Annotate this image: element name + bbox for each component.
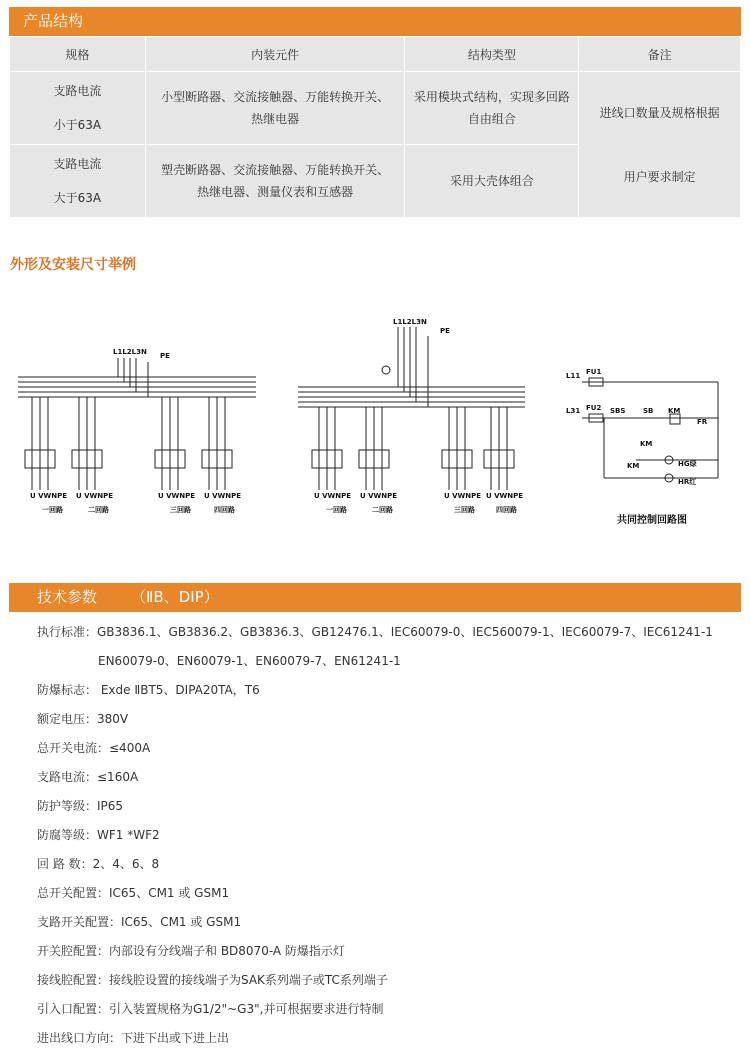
breaker-groups — [25, 397, 514, 490]
circuit-label: 四回路 — [214, 506, 235, 514]
control-label: L11 — [566, 372, 581, 380]
spec-line: 支路电流 — [53, 84, 102, 98]
control-label: KM — [640, 440, 653, 448]
spec-line: 大于63A — [53, 191, 102, 205]
control-label: FU2 — [586, 404, 602, 412]
components-line: 小型断路器、交流接触器、万能转换开关、 — [161, 90, 390, 104]
param-row: 接线腔配置：接线腔设置的接线端子为SAK系列端子或TC系列端子 — [37, 973, 388, 987]
control-label: FU1 — [586, 368, 602, 376]
terminal-label: U VWNPE — [76, 492, 114, 500]
param-row: 进出线口方向：下进下出或下进上出 — [37, 1031, 230, 1045]
circuit-label: 一回路 — [42, 506, 63, 514]
control-label: KM — [668, 407, 681, 415]
spec-cell — [10, 145, 146, 218]
remark-cell — [579, 72, 741, 218]
section-subtitle: （ⅡB、DIP） — [131, 588, 219, 606]
structure-line: 采用大壳体组合 — [449, 174, 534, 188]
table-row — [10, 72, 741, 145]
param-row: 总开关配置：IC65、CM1 或 GSM1 — [37, 886, 230, 900]
circuit-label: 三回路 — [454, 506, 475, 514]
param-row: 引入口配置：引入装置规格为G1/2"~G3",并可根据要求进行特制 — [37, 1002, 384, 1016]
components-cell — [145, 72, 405, 145]
pe-label: PE — [160, 352, 170, 360]
spec-line: 支路电流 — [53, 157, 102, 171]
param-row: EN60079-0、EN60079-1、EN60079-7、EN61241-1 — [98, 654, 401, 668]
control-label: HG绿 — [678, 460, 697, 468]
section-title-dimensions: 外形及安装尺寸举例 — [10, 257, 136, 273]
table-header: 结构类型 — [405, 37, 579, 72]
components-line: 热继电器 — [251, 112, 300, 126]
busbar-label: L1L2L3N — [113, 348, 147, 356]
terminal-label: U VWNPE — [204, 492, 242, 500]
components-line: 热继电器、测量仪表和互感器 — [197, 185, 354, 199]
section-header-structure — [9, 7, 741, 36]
components-line: 塑壳断路器、交流接触器、万能转换开关、 — [161, 163, 390, 177]
structure-cell — [405, 72, 579, 145]
table-header: 规格 — [10, 37, 146, 72]
control-label: FR — [697, 418, 708, 426]
circuit-label: 三回路 — [170, 506, 191, 514]
param-row: 开关腔配置：内部设有分线端子和 BD8070-A 防爆指示灯 — [37, 944, 345, 958]
param-row: 额定电压：380V — [37, 712, 129, 726]
structure-line: 采用模块式结构，实现多回路 — [413, 90, 570, 104]
terminal-label: U VWNPE — [486, 492, 524, 500]
param-row: 回 路 数：2、4、6、8 — [37, 857, 160, 871]
param-row: 防护等级：IP65 — [37, 799, 124, 813]
param-row: 总开关电流：≤400A — [37, 741, 151, 755]
components-cell — [145, 145, 405, 218]
remark-line: 进线口数量及规格根据 — [599, 105, 720, 120]
control-label: L31 — [566, 407, 581, 415]
section-title: 技术参数 — [37, 588, 98, 606]
control-label: SBS — [610, 407, 626, 415]
spec-cell — [10, 72, 146, 145]
structure-cell — [405, 145, 579, 218]
param-row: 执行标准：GB3836.1、GB3836.2、GB3836.3、GB12476.1、IEC60079-0、IEC560079-1、IEC60079-7、IEC61241-1 — [37, 625, 713, 639]
param-row: 支路开关配置：IC65、CM1 或 GSM1 — [37, 915, 242, 929]
table-header: 备注 — [579, 37, 741, 72]
section-title: 产品结构 — [23, 12, 84, 30]
spec-line: 小于63A — [53, 118, 102, 132]
param-list — [37, 618, 713, 1053]
terminal-label: U VWNPE — [158, 492, 196, 500]
control-caption: 共同控制回路图 — [617, 515, 687, 526]
circuit-label: 二回路 — [372, 506, 393, 514]
terminal-label: U VWNPE — [30, 492, 68, 500]
pe-label: PE — [440, 327, 450, 335]
terminal-label: U VWNPE — [314, 492, 352, 500]
table-header-row — [10, 37, 741, 72]
param-row: 防爆标志： Exde ⅡBT5、DIPA20TA，T6 — [37, 683, 260, 697]
control-label: SB — [643, 407, 654, 415]
terminal-label: U VWNPE — [360, 492, 398, 500]
circuit-label: 二回路 — [88, 506, 109, 514]
section-header-params — [9, 583, 741, 612]
circuit-label: 一回路 — [326, 506, 347, 514]
terminal-label: U VWNPE — [444, 492, 482, 500]
busbar-label: L1L2L3N — [393, 318, 427, 326]
wiring-diagram — [0, 300, 750, 540]
control-label: HR红 — [678, 478, 697, 486]
param-row: 防腐等级：WF1 *WF2 — [37, 828, 160, 842]
circuit-label: 四回路 — [496, 506, 517, 514]
table-header: 内装元件 — [145, 37, 405, 72]
param-row: 支路电流：≤160A — [37, 770, 139, 784]
control-label: KM — [627, 462, 640, 470]
structure-table — [9, 36, 741, 218]
structure-line: 自由组合 — [467, 112, 516, 126]
remark-line: 用户要求制定 — [623, 169, 696, 184]
